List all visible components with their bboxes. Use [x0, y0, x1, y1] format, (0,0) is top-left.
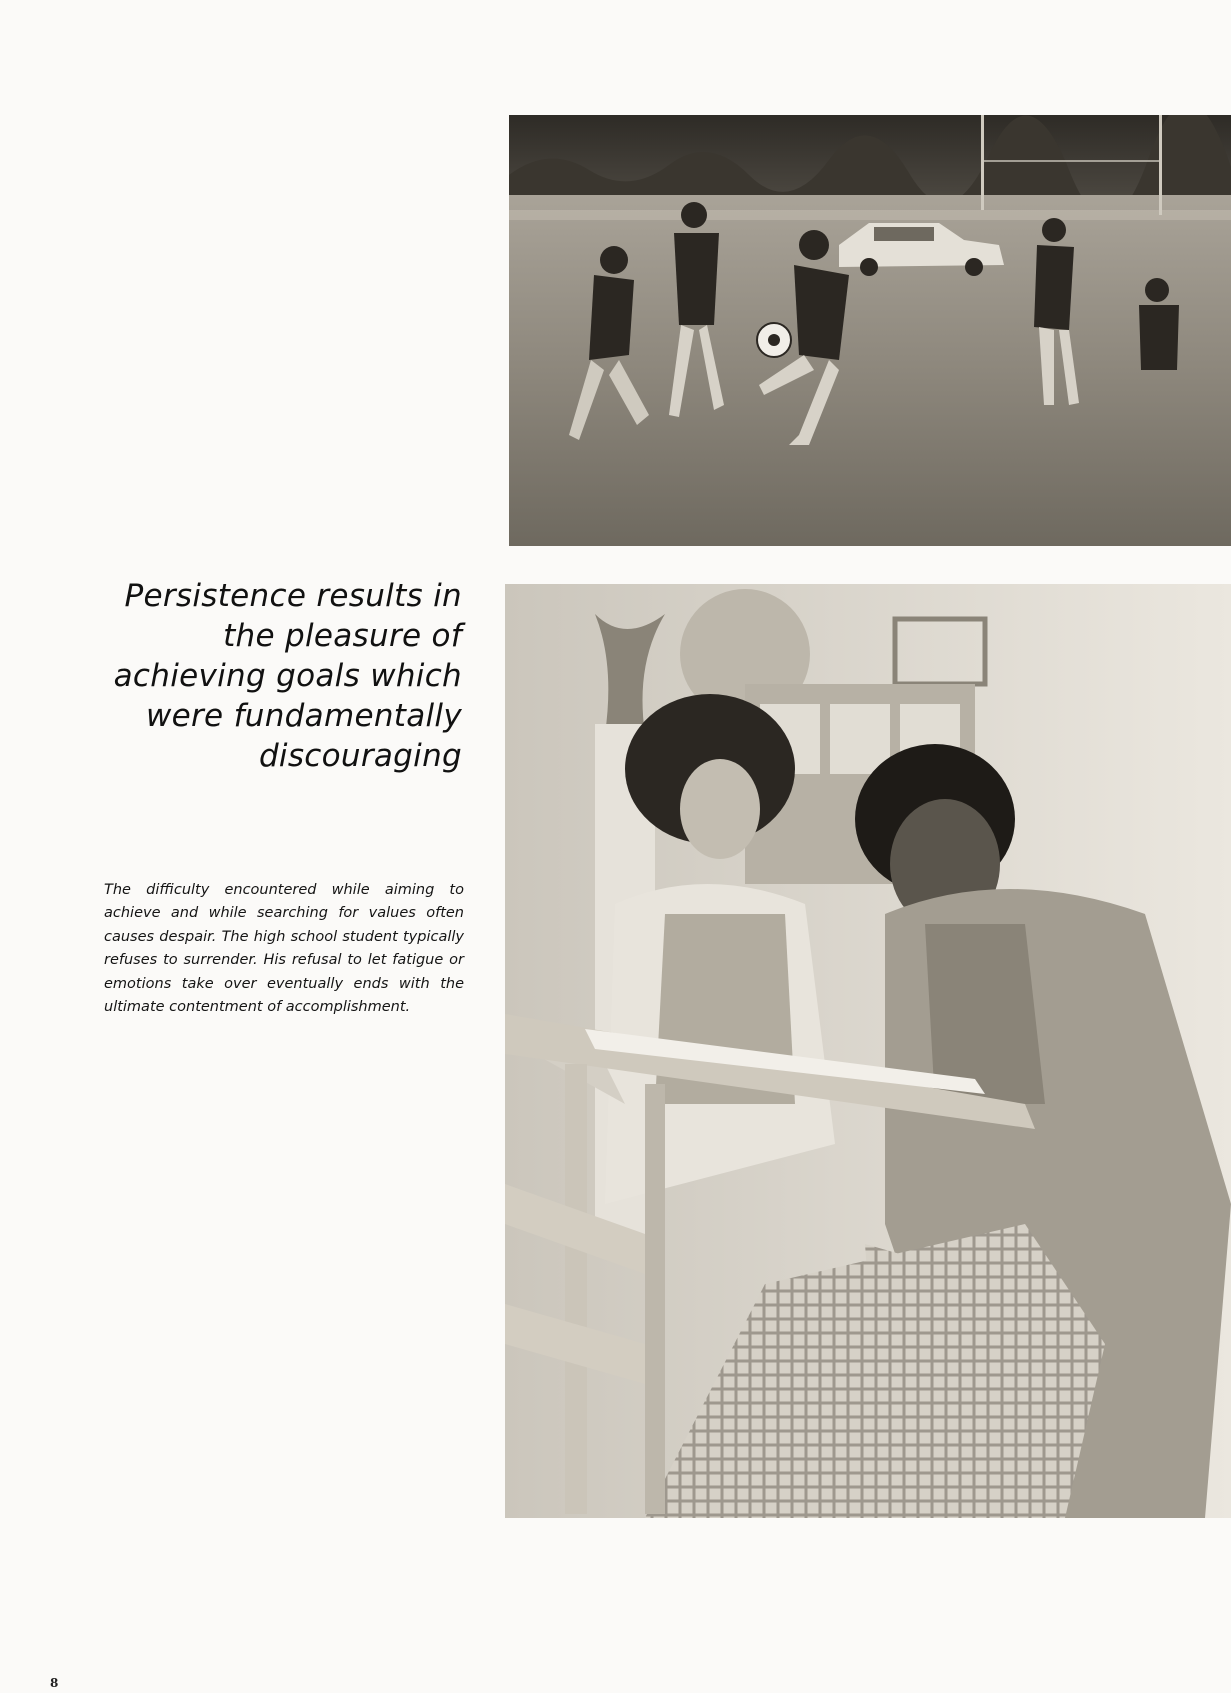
classroom-study-photo [505, 584, 1231, 1518]
body-paragraph: The difficulty encountered while aiming to achieve and while searching for values often causes despair. The high school student typically refuses to surrender. His refusal to let fatigue or emotions take over eventually ends with the ultimate contentment of accomplishment. [104, 882, 464, 1016]
classroom-photo-illustration [505, 584, 1231, 1518]
soccer-game-photo [509, 115, 1231, 546]
page-number: 8 [50, 1676, 59, 1690]
page-headline: Persistence results in the pleasure of achieving goals which were fundamentally discouraging [113, 578, 462, 774]
soccer-photo-illustration [509, 115, 1231, 546]
